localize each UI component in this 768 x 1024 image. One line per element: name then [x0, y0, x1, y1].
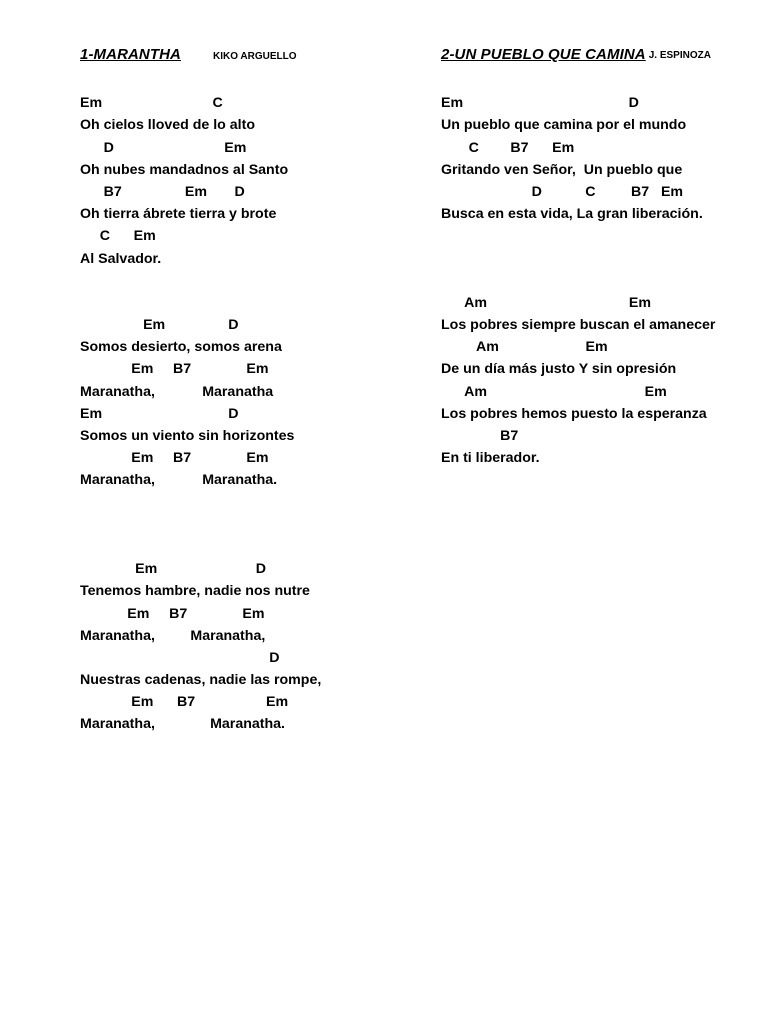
- chord-line: Em D: [441, 95, 639, 112]
- lyric-line: Somos desierto, somos arena: [80, 339, 282, 356]
- lyric-line: Oh nubes mandadnos al Santo: [80, 161, 289, 178]
- song-2-title: 2-UN PUEBLO QUE CAMINA: [441, 46, 646, 63]
- blank-line: [80, 492, 410, 514]
- blank-line: [80, 292, 410, 314]
- chord-line: D C B7 Em: [441, 183, 684, 200]
- song-1-title: 1-MARANTHA: [80, 46, 181, 63]
- lyric-line: De un día más justo Y sin opresión: [441, 361, 677, 378]
- chord-line: Am Em: [441, 339, 608, 356]
- chord-line: C B7 Em: [441, 139, 575, 156]
- blank-line: [441, 248, 761, 270]
- blank-line: [80, 70, 410, 92]
- lyric-line: Nuestras cadenas, nadie las rompe,: [80, 672, 322, 689]
- lyric-line: Los pobres siempre buscan el amanecer: [441, 317, 716, 334]
- chord-line: Em B7 Em: [80, 694, 289, 711]
- chord-line: Em C: [80, 95, 223, 112]
- lyric-line: Maranatha, Maranatha.: [80, 716, 285, 733]
- lyric-line: Oh cielos lloved de lo alto: [80, 117, 256, 134]
- chord-line: Am Em: [441, 383, 667, 400]
- chord-line: D Em: [80, 139, 247, 156]
- song-1: [80, 46, 410, 736]
- blank-line: [80, 536, 410, 558]
- lyric-line: Busca en esta vida, La gran liberación.: [441, 206, 703, 223]
- song-1-header: [80, 46, 410, 70]
- chord-line: Em B7 Em: [80, 450, 269, 467]
- lyric-line: Somos un viento sin horizontes: [80, 428, 295, 444]
- chord-line: Em D: [80, 405, 239, 422]
- chord-line: Em D: [80, 561, 267, 578]
- song-1-author: KIKO ARGUELLO: [213, 51, 297, 62]
- song-2-header: [441, 46, 761, 70]
- chord-line: C Em: [80, 228, 156, 245]
- song-1-lyrics: [80, 70, 410, 736]
- lyric-line: Un pueblo que camina por el mundo: [441, 117, 687, 134]
- blank-line: [441, 70, 761, 92]
- chord-line: Em B7 Em: [80, 361, 269, 378]
- blank-line: [80, 270, 410, 292]
- blank-line: [80, 514, 410, 536]
- lyric-line: Los pobres hemos puesto la esperanza: [441, 405, 707, 422]
- blank-line: [441, 225, 761, 247]
- lyric-line: Gritando ven Señor, Un pueblo que: [441, 161, 683, 178]
- lyric-line: Maranatha, Maranatha: [80, 383, 274, 400]
- blank-line: [441, 270, 761, 292]
- chord-line: Em B7 Em: [80, 605, 265, 622]
- song-2-lyrics: [441, 70, 761, 469]
- song-2: [441, 46, 761, 469]
- song-2-author: J. ESPINOZA: [648, 50, 711, 61]
- chord-line: Am Em: [441, 294, 651, 311]
- lyric-line: Oh tierra ábrete tierra y brote: [80, 206, 277, 223]
- lyric-line: Tenemos hambre, nadie nos nutre: [80, 583, 310, 600]
- lyric-line: Maranatha, Maranatha.: [80, 472, 278, 489]
- chord-line: Em D: [80, 317, 239, 334]
- chord-line: B7 Em D: [80, 183, 245, 200]
- chord-line: D: [80, 649, 280, 666]
- chord-line: B7: [441, 428, 519, 444]
- lyric-line: En ti liberador.: [441, 450, 540, 467]
- lyric-line: Maranatha, Maranatha,: [80, 627, 266, 644]
- lyric-line: Al Salvador.: [80, 250, 162, 267]
